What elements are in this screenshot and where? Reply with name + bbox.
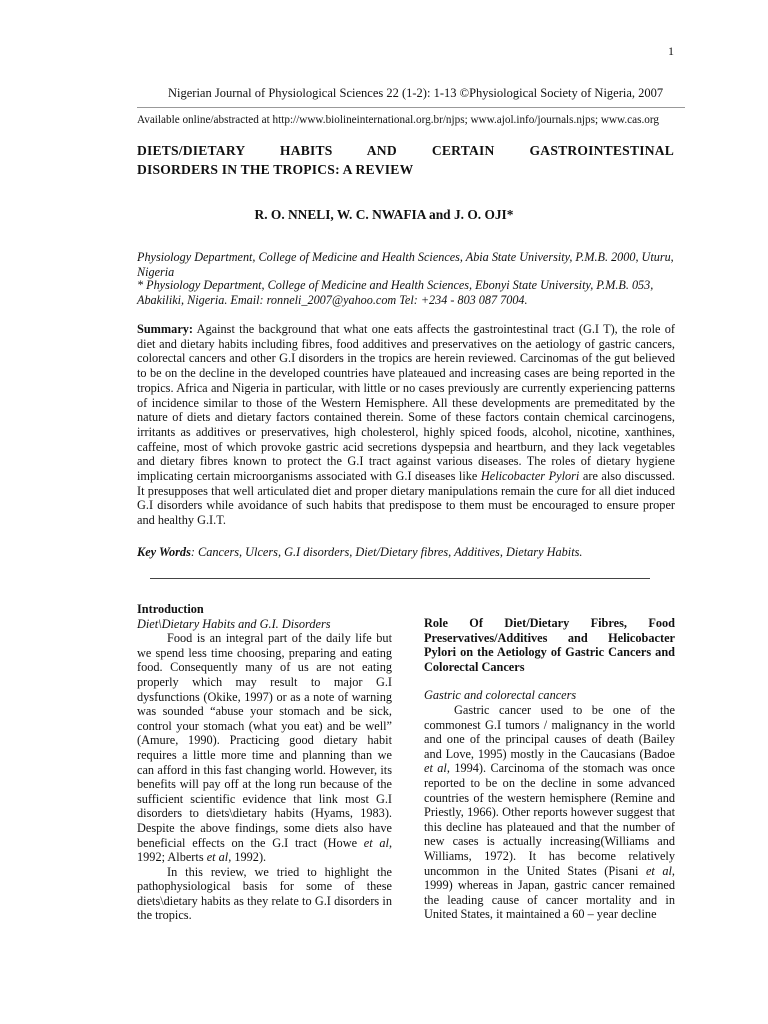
gastric-p1-text-c: , 1999) whereas in Japan, gastric cancer remained the leading cause of cancer mortality and in United States, it maintained a 60 – year decline — [424, 863, 675, 922]
gastric-p1-etal-2: et al — [645, 863, 672, 878]
introduction-paragraph-2: In this review, we tried to highlight the pathophysiological basis for some of these diets\dietary habits as they relate to G.I disorders in the tropics. — [137, 864, 392, 923]
introduction-heading: Introduction — [137, 602, 204, 616]
intro-p1-text-c: , 1992). — [228, 850, 267, 865]
intro-p1-etal-2: et al — [206, 850, 229, 865]
introduction-paragraph-1 — [137, 631, 392, 865]
journal-citation: Nigerian Journal of Physiological Sciences 22 (1-2): 1-13 ©Physiological Society of Nigeria, 2007 — [168, 86, 664, 100]
page-number: 1 — [668, 44, 674, 58]
affiliation-1: Physiology Department, College of Medicine and Health Sciences, Abia State University, P.M.B. 2000, Uturu, Nigeria — [137, 250, 674, 280]
keywords-label: Key Words — [137, 545, 191, 559]
summary-text-1: Against the background that what one eats affects the gastrointestinal tract (G.I T), the role of diet and dietary habits including fibres, food additives and preservatives on the aetiology of gastric cancers, colorectal cancers and other G.I disorders in the tropics are herein reviewed. Carcinomas of the gut believed to be on the decline in the developed countries have plateaued and increasing cases are being reported in the tropics. Africa and Nigeria in particular, with little or no cases previously are currently experiencing patterns of incidence similar to those of the Western Hemisphere. All these developments are premeditated by the nature of diets and dietary factors contained therein. Some of these factors contain chemical carcinogens, irritants as additives or preservatives, high cholesterol, highly spiced foods, alcohol, nicotine, xanthines, caffeine, most of which provoke gastric acid secretions dyspepsia and heartburn, and they lack vegetables and dietary fibres known to protect the G.I tract against various diseases. The roles of dietary hygiene implicating certain microorganisms associated with G.I diseases like — [137, 322, 675, 484]
introduction-subheading: Diet\Dietary Habits and G.I. Disorders — [137, 616, 331, 631]
right-column — [424, 616, 675, 922]
summary-text-2: are also discussed. It presupposes that well articulated diet and proper dietary manipulations remain the cure for all diet induced G.I disorders while avoidance of such habits that predispose to them must be encouraged to ensure proper and healthy G.I.T. — [137, 469, 675, 528]
gastric-p1-etal-1: et al — [424, 761, 447, 776]
role-section-heading: Role Of Diet/Dietary Fibres, Food Preservatives/Additives and Helicobacter Pylori on the Aetiology of Gastric Cancers and Colorectal Cancers — [424, 616, 675, 674]
availability-line: Available online/abstracted at http://www.biolineinternational.org.br/njps; www.ajol.info/journals.njps; www.cas.org — [137, 114, 659, 126]
gastric-p1-text-b: , 1994). Carcinoma of the stomach was once reported to be on the decline in some advanced countries of the western hemisphere (Remine and Priestly, 1966). Other reports however suggest that this decline has plateaued and that the number of new cases is actually increasing(Williams and Williams, 1972). It has become relatively uncommon in the United States (Pisani — [424, 761, 676, 878]
summary-label: Summary: — [137, 322, 194, 336]
header-rule — [137, 107, 685, 108]
title-line-1: DIETS/DIETARY HABITS AND CERTAIN GASTROINTESTINAL — [137, 143, 674, 158]
affiliation-2: * Physiology Department, College of Medicine and Health Sciences, Ebonyi State University, P.M.B. 053, Abakiliki, Nigeria. Email: ronneli_2007@yahoo.com Tel: +234 - 803 087 7004. — [137, 278, 654, 308]
article-title — [137, 141, 674, 179]
gastric-paragraph-1 — [424, 703, 675, 922]
authors: R. O. NNELI, W. C. NWAFIA and J. O. OJI* — [254, 207, 514, 222]
intro-p1-text-a: Food is an integral part of the daily life but we spend less time choosing, preparing and eating food. Consequently many of us are not eating properly which may result to major G.I dysfunctions (Okike, 1997) or as a note of warning was sounded “abuse your stomach and be sick, control your stomach (what you eat) and be well” (Amure, 1990). Practicing good dietary habit requires a little more time and planning than we can afford in this fast changing world. However, its benefits will pay off at the long run because of the sufficient scientific evidence that link most G.I disorders to diets\dietary habits (Hyams, 1983). Despite the above findings, some diets also have beneficial effects on the G.I tract (Howe — [137, 631, 392, 850]
keywords-text: : Cancers, Ulcers, G.I disorders, Diet/Dietary fibres, Additives, Dietary Habits. — [190, 545, 583, 559]
section-divider — [150, 578, 650, 579]
intro-p1-text-b: , 1992; Alberts — [137, 835, 393, 865]
abstract-summary — [137, 322, 675, 528]
intro-p1-etal-1: et al — [363, 835, 389, 850]
keywords — [137, 545, 677, 560]
gastric-subheading: Gastric and colorectal cancers — [424, 688, 577, 703]
summary-italic-term: Helicobacter Pylori — [480, 469, 580, 484]
gastric-p1-text-a: Gastric cancer used to be one of the commonest G.I tumors / malignancy in the world and one of the principal causes of death (Bailey and Love, 1995) mostly in the Caucasians (Badoe — [424, 702, 675, 761]
left-column — [137, 602, 392, 923]
title-line-2: DISORDERS IN THE TROPICS: A REVIEW — [137, 162, 414, 177]
